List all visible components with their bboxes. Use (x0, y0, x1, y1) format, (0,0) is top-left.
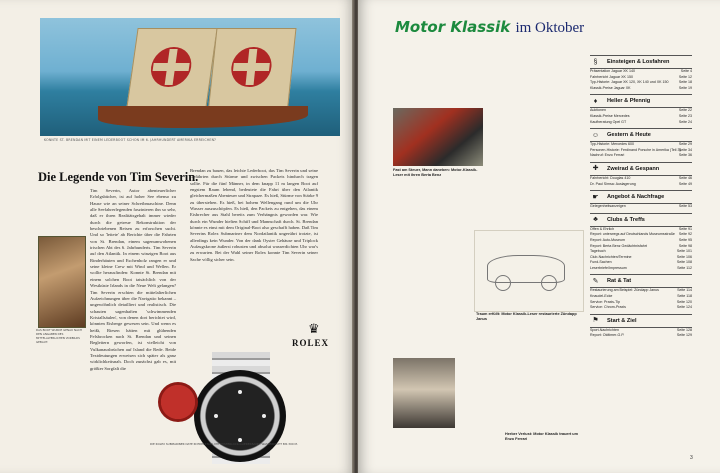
toc-entry-title: Klassik-Preise Mercedes (590, 113, 630, 118)
toc-entry-page: Seite 114 (677, 288, 692, 293)
toc-entry-title: Personen-Historie: Ferdinand Porsche in Amerika (Teil 3) (590, 147, 681, 152)
toc-entry-title: Auktionen (590, 108, 606, 113)
toc-entry-title: Gelegenheitsanzeigen (590, 204, 626, 209)
section-title: Angebot & Nachfrage (607, 194, 665, 201)
article-headline: Die Legende von Tim Severin. (38, 170, 199, 184)
section-title: Einsteigen & Losfahren (607, 59, 670, 65)
toc-entry-title: Report: Auto-Museum (590, 237, 625, 242)
toc-entry-title: Tagebuch (590, 249, 606, 254)
toc-entry-title: Leserbriefe/Impressum (590, 265, 627, 270)
toc-entry-page: Seite 23 (678, 113, 692, 118)
table-of-contents (590, 52, 692, 339)
magazine-title-rest: im Oktober (515, 20, 585, 36)
toc-entry-title: Fund-Sachen (590, 260, 612, 265)
boat-hull (98, 106, 308, 128)
section-icon: ♣ (593, 216, 598, 224)
car-photo-caption: Fast am Steuer, Mann daneben: Motor-Klassik-Leser mit ihren Berta Benz (393, 168, 478, 177)
toc-entry-page: Seite 49 (678, 181, 692, 186)
toc-entry (590, 86, 692, 92)
toc-entry-title: Sport-Nachrichten (590, 327, 619, 332)
article-column-2: Brendan zu bauen, das leichte Lederboot, das Tim Severin und seine Gefährten durch Stürme und zwischen Packeis hindurch tragen sollte. Für die fünf Männer, in dem knapp 11 m langen Boot auf engstem Raum lebend, bedeutete die Fahrt über den Atlantik gleichermaßen Abenteuer und Strapaze. Es hieß, Stürme von Stärke 9 zu überstehen. Es hieß, bei hohem Wellengang rund um die Uhr Wasser auszuschöpfen. Es hieß, den Packeis zu entgehen, das einem Eisbrecher aus Stahl bereits zum Verhängnis geworden war. Wie durch ein Wunder hielten Schiff und Mannschaft durch. St. Brendan könnte es einst mit dem Original-Boot also geschafft haben. Daß Tim Severins Rolex Submariner dem Nordatlantik ungerührt trotzte, ist allerdings kein Wunder. Von der dank Oyster Gehäuse und Triplock Aufzugskrone äußerst robusten und absolut wasserdichten Uhr war's zu erwarten. Bei der Wahl seiner Rolex konnte Tim Severin seiner Sache völlig sicher sein. (190, 168, 318, 262)
toc-entry-page: Seite 124 (676, 305, 692, 310)
page-number: 3 (690, 455, 693, 461)
toc-entry-title: Report: Berta Benz Gedächtnisfahrt (590, 243, 647, 248)
car-sketch (474, 230, 584, 312)
toc-entry-page: Seite 18 (678, 80, 692, 85)
toc-entry-title: Service: Praxis-Tip (590, 299, 621, 304)
toc-entry-page: Seite 4 (680, 69, 692, 73)
toc-section-header (590, 190, 692, 204)
section-title: Zweirad & Gespann (607, 165, 660, 172)
boat-build-caption: DAS BOOT WURDE GENAU NACH DEN ANGABEN DES MITTELALTERLICHEN VORBILDS GEBAUT. (36, 328, 83, 344)
brand-logo: ROLEX (292, 338, 330, 348)
red-seal-badge (158, 382, 198, 422)
toc-entry-title: Service: Chrom-Praxis (590, 305, 626, 310)
toc-entry-title: Fahrbericht: Douglas 410 (590, 175, 631, 180)
photo-caption: KONNTE ST. BRENDAN MIT EINEM LEDERBOOT SCHON IM 6. JAHRHUNDERT AMERIKA ERREICHEN? (44, 138, 217, 142)
section-icon: ⚑ (592, 317, 599, 325)
toc-entry-page: Seite 108 (676, 260, 692, 265)
toc-entry-title: Klassik-Preise Jaguar XK (590, 85, 631, 90)
toc-entry (590, 266, 692, 272)
toc-entry-page: Seite 19 (678, 85, 692, 90)
toc-entry-title: Dr. Paul Simsa: Auslagerung (590, 181, 636, 186)
portrait-photo (393, 358, 455, 428)
section-title: Gestern & Heute (607, 132, 651, 139)
toc-section-header (590, 162, 692, 176)
section-icon: ☛ (592, 193, 599, 201)
toc-entry-page: Seite 120 (676, 299, 692, 304)
boat-build-photo (38, 236, 86, 328)
sail-rear (207, 28, 296, 114)
toc-entry-title: Typ-Historie: Jaguar XK 120, XK 140 und XK 150 (590, 80, 669, 85)
section-icon: § (593, 58, 598, 66)
section-title: Rat & Tat (607, 278, 632, 285)
toc-entry-page: Seite 106 (676, 254, 692, 259)
left-page (0, 0, 354, 473)
toc-section-header (590, 274, 692, 288)
sail-front (126, 28, 217, 108)
toc-entry-page: Seite 128 (676, 327, 692, 332)
toc-entry-title: Offen & Ehrlich (590, 226, 615, 231)
toc-section-header (590, 128, 692, 142)
toc-entry-title: Typ-Historie: Mercedes 600 (590, 142, 634, 147)
section-title: Start & Ziel (607, 317, 637, 324)
section-icon: ✚ (592, 165, 599, 173)
toc-entry-title: Kaufberatung Opel GT (590, 119, 627, 124)
toc-entry-title: Report: unterwegs auf Deutschlands Museumsstraße (590, 232, 675, 237)
toc-entry-title: Club-Nachrichten/Termine (590, 254, 632, 259)
toc-entry-title: Präsentation Jaguar XK 140 (590, 69, 635, 73)
toc-entry (590, 120, 692, 126)
sketch-caption: Traum erfüllt: Motor Klassik-Leser restaurierte Zündapp Janus (476, 312, 577, 321)
toc-entry-title: Knaudel-Ecke (590, 294, 613, 299)
toc-entry-page: Seite 101 (676, 249, 692, 254)
toc-entry (590, 153, 692, 159)
toc-entry-page: Seite 36 (678, 153, 692, 158)
toc-entry-page: Seite 91 (678, 226, 692, 231)
section-icon: ♦ (593, 97, 598, 105)
magazine-title (395, 18, 584, 37)
toc-entry (590, 333, 692, 339)
sailboat-photo (40, 18, 340, 136)
portrait-caption: Herber Verlust: Motor Klassik trauert um Enzo Ferrari (505, 432, 579, 441)
toc-entry-page: Seite 92 (678, 232, 692, 237)
toc-entry (590, 182, 692, 188)
toc-entry-page: Seite 53 (678, 204, 692, 209)
toc-entry-page: Seite 46 (678, 175, 692, 180)
toc-entry-page: Seite 95 (678, 237, 692, 242)
toc-entry-page: Seite 29 (678, 142, 692, 147)
section-icon: ✎ (592, 277, 599, 285)
toc-entry (590, 204, 692, 210)
toc-section-header (590, 213, 692, 227)
toc-entry-page: Seite 98 (678, 243, 692, 248)
toc-entry-page: Seite 12 (678, 74, 692, 79)
toc-section-header (590, 55, 692, 69)
toc-entry-title: Restaurierung am Beispiel: Zündapp Janus (590, 288, 659, 293)
toc-entry-page: Seite 34 (678, 147, 692, 152)
toc-entry-page: Seite 24 (678, 119, 692, 124)
rolex-crown-icon: ♛ (308, 322, 320, 337)
watch-caption: DIE ROLEX SUBMARINER DATE IN EDELSTAHL MIT OYSTERLOCK-GLIEDERBAND, WASSERDICHT BIS 300 M. (150, 442, 298, 446)
toc-entry-page: Seite 118 (677, 294, 692, 299)
toc-entry-title: Nachruf: Enzo Ferrari (590, 153, 625, 158)
toc-entry-title: Fahrbericht Jaguar XK 150 (590, 74, 633, 79)
toc-section-header (590, 314, 692, 328)
toc-entry (590, 305, 692, 311)
toc-entry-page: Seite 22 (678, 108, 692, 113)
toc-entry-page: Seite 112 (677, 265, 692, 270)
section-title: Heller & Pfennig (607, 98, 651, 105)
watch-case (194, 370, 286, 462)
magazine-brand: Motor Klassik (395, 18, 511, 36)
car-photo (393, 108, 483, 166)
toc-entry-page: Seite 129 (676, 333, 692, 338)
toc-section-header (590, 94, 692, 108)
toc-entry-title: Report: Oldtimer-G.P. (590, 333, 625, 338)
section-title: Clubs & Treffs (607, 216, 645, 223)
section-icon: ☺ (591, 131, 600, 139)
article-column-1: Tim Severin, Autor abenteuerlicher Erfolgsbücher, ist auf hoher See ebenso zu Hause wie an seiner Schreibmaschine. Denn alle Seefahrerlegenden faszinieren ihn so sehr, daß er ihren Realitätsgehalt immer wieder durch die getreue Rekonstruktion der beschriebenen Reisen zu erforschen sucht. Und so 'leitete' ab Berichte über die Fahrten von St. Brendan, einem sagenumwobenen irischen Abt des 6. Jahrhunderts. Tim Severin auf den Atlantik. In einem winzigen Boot aus Rinderhäuten und Eschenholz rangen er und seine kleine Crew mit Wind und Wellen. Er wollte herausfinden: Konnte St. Brendan mit einem solchen Boot tatsächlich von der Westküste Irlands in die Neue Welt gelangen? Tim Severin erschien die mittelalterlichen Aufzeichnungen über die Navigatio bekannt – ungewöhnlich detailliert und realistisch. Die schauten sagenhaften 'schwimmenden Kristallsäulen', von denen dort berichtet wird, könnten Eisberge gewesen sein. Und wenn es heißt, Riesen hätten mit glühenden Felsbrocken nach St. Brendan und seinen Begleitern geworfen, ist vielleicht von Vulkanausbrüchen auf Island die Rede. Beide Textdeutungen erweisen sich später als ganz wirklichkeitsnah. Doch zunächst gab es, mit größter Sorgfalt die (90, 188, 176, 371)
